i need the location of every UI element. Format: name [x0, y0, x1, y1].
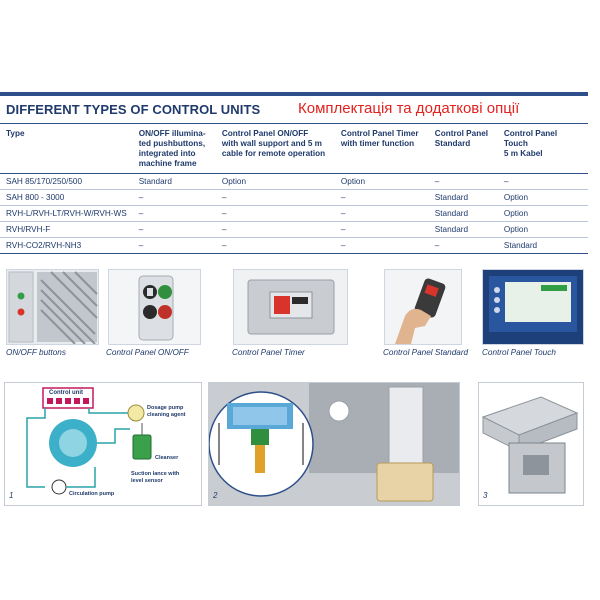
- photo-panel-onoff: [108, 269, 201, 345]
- table-cell: –: [133, 222, 216, 238]
- table-cell: –: [216, 238, 335, 254]
- table-row: [0, 174, 588, 190]
- circulation-schema-drawing: [5, 383, 201, 505]
- caption-panel-timer: Control Panel Timer: [232, 348, 305, 357]
- table-row: [0, 190, 588, 206]
- table-cell: –: [335, 190, 429, 206]
- header-bar: [0, 92, 588, 96]
- table-cell: –: [133, 206, 216, 222]
- caption-onoff-buttons: ON/OFF buttons: [6, 348, 66, 357]
- title-rule: [0, 123, 588, 124]
- label-control-unit: Control unit: [49, 390, 83, 396]
- diagram-circulation-schema: [4, 382, 202, 506]
- page-title: DIFFERENT TYPES OF CONTROL UNITS: [6, 102, 261, 117]
- hood-unit-drawing: [479, 383, 583, 505]
- label-suction-lance: Suction lance with level sensor: [131, 471, 180, 484]
- table-cell: Standard: [429, 206, 498, 222]
- table-cell: –: [335, 238, 429, 254]
- panel-timer-image: [234, 270, 347, 344]
- table-cell: Option: [498, 190, 588, 206]
- table-cell: SAH 800 - 3000: [0, 190, 133, 206]
- table-cell: Option: [498, 206, 588, 222]
- diagram-number: 2: [213, 491, 218, 500]
- table-cell: –: [429, 174, 498, 190]
- table-cell: –: [335, 222, 429, 238]
- column-header-panel-onoff: Control Panel ON/OFF with wall support and 5 m cable for remote operation: [221, 129, 326, 158]
- table-cell: –: [216, 190, 335, 206]
- table-row: [0, 238, 588, 254]
- table-cell: RVH/RVH-F: [0, 222, 133, 238]
- table-cell: –: [133, 190, 216, 206]
- panel-onoff-image: [109, 270, 200, 344]
- table-cell: –: [216, 222, 335, 238]
- diagram-number: 1: [9, 491, 14, 500]
- diagram-hood-unit: [478, 382, 584, 506]
- table-row: [0, 222, 588, 238]
- installation-drawing: [209, 383, 459, 505]
- column-header-panel-standard: Control Panel Standard: [434, 129, 489, 148]
- table-cell: –: [498, 174, 588, 190]
- table-cell: –: [335, 206, 429, 222]
- table-cell: Standard: [429, 222, 498, 238]
- diagram-number: 3: [483, 491, 488, 500]
- table-cell: RVH-CO2/RVH-NH3: [0, 238, 133, 254]
- photo-panel-timer: [233, 269, 348, 345]
- panel-standard-image: [385, 270, 461, 344]
- table-cell: Standard: [498, 238, 588, 254]
- label-cleanser: Cleanser: [155, 455, 179, 461]
- column-header-panel-timer: Control Panel Timer with timer function: [340, 129, 419, 148]
- caption-panel-standard: Control Panel Standard: [383, 348, 469, 357]
- table-cell: –: [133, 238, 216, 254]
- table-cell: RVH-L/RVH-LT/RVH-W/RVH-WS: [0, 206, 133, 222]
- photo-panel-touch: [482, 269, 584, 345]
- table-cell: –: [216, 206, 335, 222]
- column-header-type: Type: [6, 129, 25, 138]
- caption-panel-touch: Control Panel Touch: [482, 348, 556, 357]
- table-row: [0, 206, 588, 222]
- table-cell: Option: [335, 174, 429, 190]
- label-dosage-pump: Dosage pump cleaning agent: [147, 405, 186, 418]
- table-header-row: [0, 127, 588, 174]
- diagram-installation: [208, 382, 460, 506]
- panel-touch-image: [483, 270, 583, 344]
- table-cell: Standard: [133, 174, 216, 190]
- table-cell: Option: [498, 222, 588, 238]
- photo-onoff-buttons: [6, 269, 99, 345]
- table-cell: SAH 85/170/250/500: [0, 174, 133, 190]
- table-cell: Standard: [429, 190, 498, 206]
- machine-frame-image: [7, 270, 98, 344]
- page-subtitle: Комплектація та додаткові опції: [298, 100, 520, 117]
- column-header-pushbuttons: ON/OFF illumina- ted pushbuttons, integrated into machine frame: [138, 129, 206, 168]
- photo-panel-standard: [384, 269, 462, 345]
- caption-panel-onoff: Control Panel ON/OFF: [106, 348, 189, 357]
- column-header-panel-touch: Control Panel Touch 5 m Kabel: [503, 129, 558, 158]
- label-circulation-pump: Circulation pump: [69, 491, 115, 497]
- control-units-table: [0, 127, 588, 254]
- table-cell: Option: [216, 174, 335, 190]
- table-cell: –: [429, 238, 498, 254]
